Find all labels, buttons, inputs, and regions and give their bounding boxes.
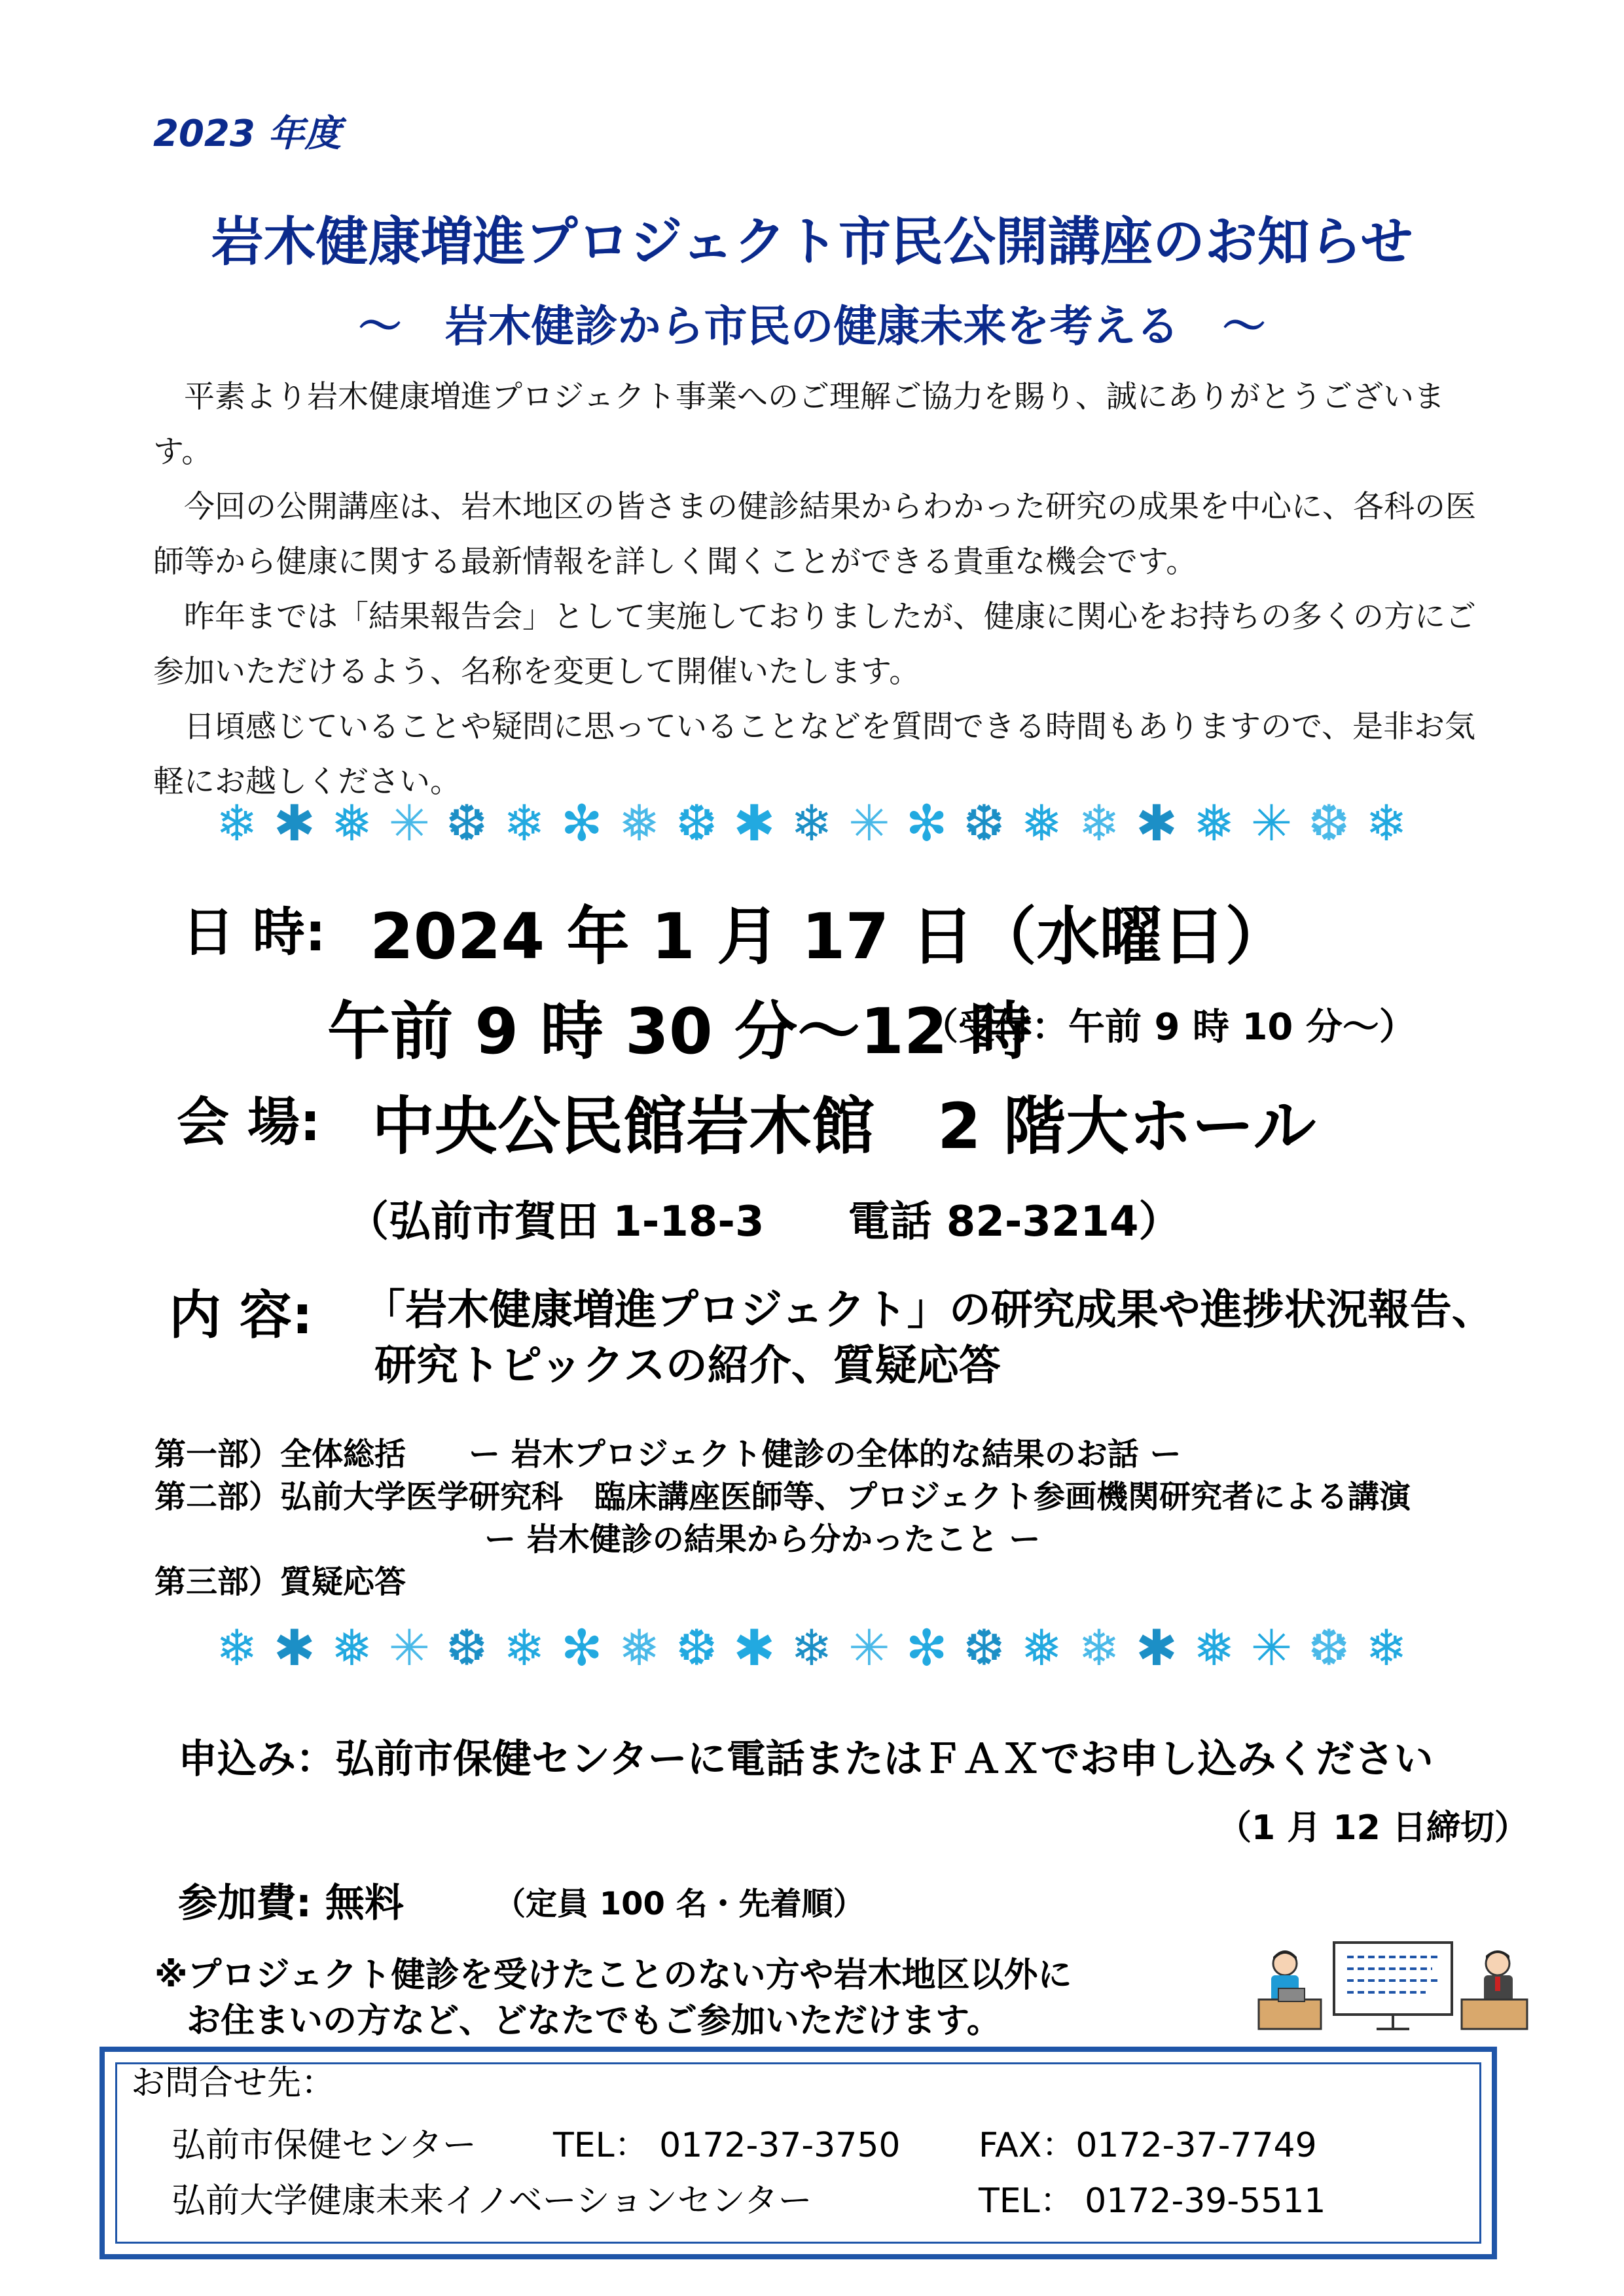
snowflake-icon: ❅ bbox=[331, 794, 373, 852]
lecture-illustration bbox=[1255, 1937, 1530, 2032]
application-deadline: （1 月 12 日締切） bbox=[1218, 1808, 1528, 1848]
event-time: 午前 9 時 30 分～12 時 bbox=[327, 995, 1033, 1068]
intro-text bbox=[153, 370, 1489, 810]
reception-time: （受付：午前 9 時 10 分～） bbox=[922, 1006, 1416, 1049]
contact-fax-health-center: FAX：0172-37-7749 bbox=[979, 2126, 1317, 2165]
snowflake-icon: ✳ bbox=[1250, 1619, 1293, 1677]
snowflake-icon: ✻ bbox=[560, 1619, 603, 1677]
snowflake-icon: ✱ bbox=[273, 794, 316, 852]
snowflake-icon: ❆ bbox=[1308, 1619, 1350, 1677]
snowflake-icon: ✱ bbox=[1136, 1619, 1178, 1677]
snowflake-divider-top bbox=[216, 794, 1407, 852]
content-label: 内 容: bbox=[169, 1285, 313, 1346]
contact-tel-health-center: TEL： 0172-37-3750 bbox=[553, 2126, 901, 2165]
snowflake-icon: ❄ bbox=[503, 794, 545, 852]
contact-org-university: 弘前大学健康未来イノベーションセンター bbox=[171, 2181, 812, 2221]
snowflake-icon: ❅ bbox=[618, 1619, 660, 1677]
eligibility-note: ※プロジェクト健診を受けたことのない方や岩木地区以外に bbox=[154, 1956, 1072, 1995]
snowflake-icon: ❅ bbox=[1193, 794, 1235, 852]
datetime-label: 日 時: bbox=[182, 902, 326, 963]
snowflake-icon: ✱ bbox=[273, 1619, 316, 1677]
snowflake-icon: ✻ bbox=[560, 794, 603, 852]
snowflake-icon: ❄ bbox=[216, 1619, 258, 1677]
intro-paragraph: 昨年までは「結果報告会」として実施しておりましたが、健康に関心をお持ちの多くの方にご参加いただけるよう、名称を変更して開催いたします。 bbox=[153, 599, 1476, 690]
intro-paragraph: 今回の公開講座は、岩木地区の皆さまの健診結果からわかった研究の成果を中心に、各科の医師等から健康に関する最新情報を詳しく聞くことができる貴重な機会です。 bbox=[153, 489, 1476, 580]
snowflake-icon: ❆ bbox=[676, 794, 718, 852]
snowflake-icon: ❅ bbox=[1020, 1619, 1063, 1677]
snowflake-icon: ❆ bbox=[676, 1619, 718, 1677]
venue-address: （弘前市賀田 1-18-3 電話 82-3214） bbox=[347, 1198, 1181, 1246]
snowflake-icon: ❄ bbox=[1078, 794, 1120, 852]
snowflake-icon: ✱ bbox=[1136, 794, 1178, 852]
intro-paragraph: 平素より岩木健康増進プロジェクト事業へのご理解ご協力を賜り、誠にありがとうございます。 bbox=[153, 379, 1445, 470]
snowflake-icon: ❆ bbox=[963, 1619, 1005, 1677]
snowflake-icon: ❆ bbox=[446, 794, 488, 852]
program-part-2-subtitle: ー 岩木健診の結果から分かったこと ー bbox=[484, 1521, 1041, 1558]
contact-org-health-center: 弘前市保健センター bbox=[171, 2126, 477, 2165]
program-part-1: 第一部）全体総括 ー 岩木プロジェクト健診の全体的な結果のお話 ー bbox=[154, 1436, 1182, 1473]
snowflake-icon: ❄ bbox=[1365, 794, 1407, 852]
content-description: 「岩木健康増進プロジェクト」の研究成果や進捗状況報告、 bbox=[363, 1286, 1494, 1335]
screen-board bbox=[1334, 1943, 1452, 2015]
capacity-note: （定員 100 名・先着順） bbox=[494, 1886, 865, 1922]
fee-label: 参加費: 無料 bbox=[178, 1880, 404, 1926]
eligibility-note-cont: お住まいの方など、どなたでもご参加いただけます。 bbox=[187, 2001, 1001, 2041]
desk-right bbox=[1462, 2000, 1527, 2029]
content-description-cont: 研究トピックスの紹介、質疑応答 bbox=[374, 1342, 1001, 1390]
venue-name: 中央公民館岩木館 2 階大ホール bbox=[372, 1090, 1316, 1163]
snowflake-divider-bottom bbox=[216, 1619, 1407, 1677]
snowflake-icon: ❆ bbox=[446, 1619, 488, 1677]
snowflake-icon: ✳ bbox=[388, 1619, 431, 1677]
snowflake-icon: ✳ bbox=[388, 794, 431, 852]
snowflake-icon: ✻ bbox=[905, 1619, 948, 1677]
fiscal-year: 2023 年度 bbox=[153, 113, 342, 155]
snowflake-icon: ✱ bbox=[733, 794, 775, 852]
venue-label: 会 場: bbox=[177, 1092, 321, 1153]
program-part-3: 第三部）質疑応答 bbox=[154, 1564, 406, 1600]
snowflake-icon: ✱ bbox=[733, 1619, 775, 1677]
contact-heading: お問合せ先： bbox=[131, 2064, 336, 2103]
snowflake-icon: ❆ bbox=[963, 794, 1005, 852]
snowflake-icon: ❄ bbox=[791, 1619, 833, 1677]
snowflake-icon: ❄ bbox=[503, 1619, 545, 1677]
page-title: 岩木健康増進プロジェクト市民公開講座のお知らせ bbox=[211, 211, 1413, 272]
snowflake-icon: ✳ bbox=[1250, 794, 1293, 852]
snowflake-icon: ❅ bbox=[331, 1619, 373, 1677]
snowflake-icon: ❅ bbox=[1193, 1619, 1235, 1677]
snowflake-icon: ✻ bbox=[905, 794, 948, 852]
snowflake-icon: ❄ bbox=[216, 794, 258, 852]
snowflake-icon: ❄ bbox=[1365, 1619, 1407, 1677]
program-part-2: 第二部）弘前大学医学研究科 臨床講座医師等、プロジェクト参画機関研究者による講演 bbox=[154, 1479, 1411, 1515]
snowflake-icon: ✳ bbox=[848, 1619, 890, 1677]
snowflake-icon: ❆ bbox=[1308, 794, 1350, 852]
event-date: 2024 年 1 月 17 日（水曜日） bbox=[370, 900, 1288, 973]
desk-left bbox=[1259, 2000, 1321, 2029]
intro-paragraph: 日頃感じていることや疑問に思っていることなどを質問できる時間もありますので、是非お気軽にお越しください。 bbox=[153, 709, 1476, 800]
page-subtitle: ～ 岩木健診から市民の健康未来を考える ～ bbox=[358, 301, 1266, 351]
contact-tel-university: TEL： 0172-39-5511 bbox=[979, 2181, 1326, 2221]
application-text: 申込み：弘前市保健センターに電話またはＦＡＸでお申し込みください bbox=[178, 1736, 1434, 1782]
snowflake-icon: ❅ bbox=[1020, 794, 1063, 852]
snowflake-icon: ❄ bbox=[791, 794, 833, 852]
snowflake-icon: ❄ bbox=[1078, 1619, 1120, 1677]
snowflake-icon: ❅ bbox=[618, 794, 660, 852]
snowflake-icon: ✳ bbox=[848, 794, 890, 852]
